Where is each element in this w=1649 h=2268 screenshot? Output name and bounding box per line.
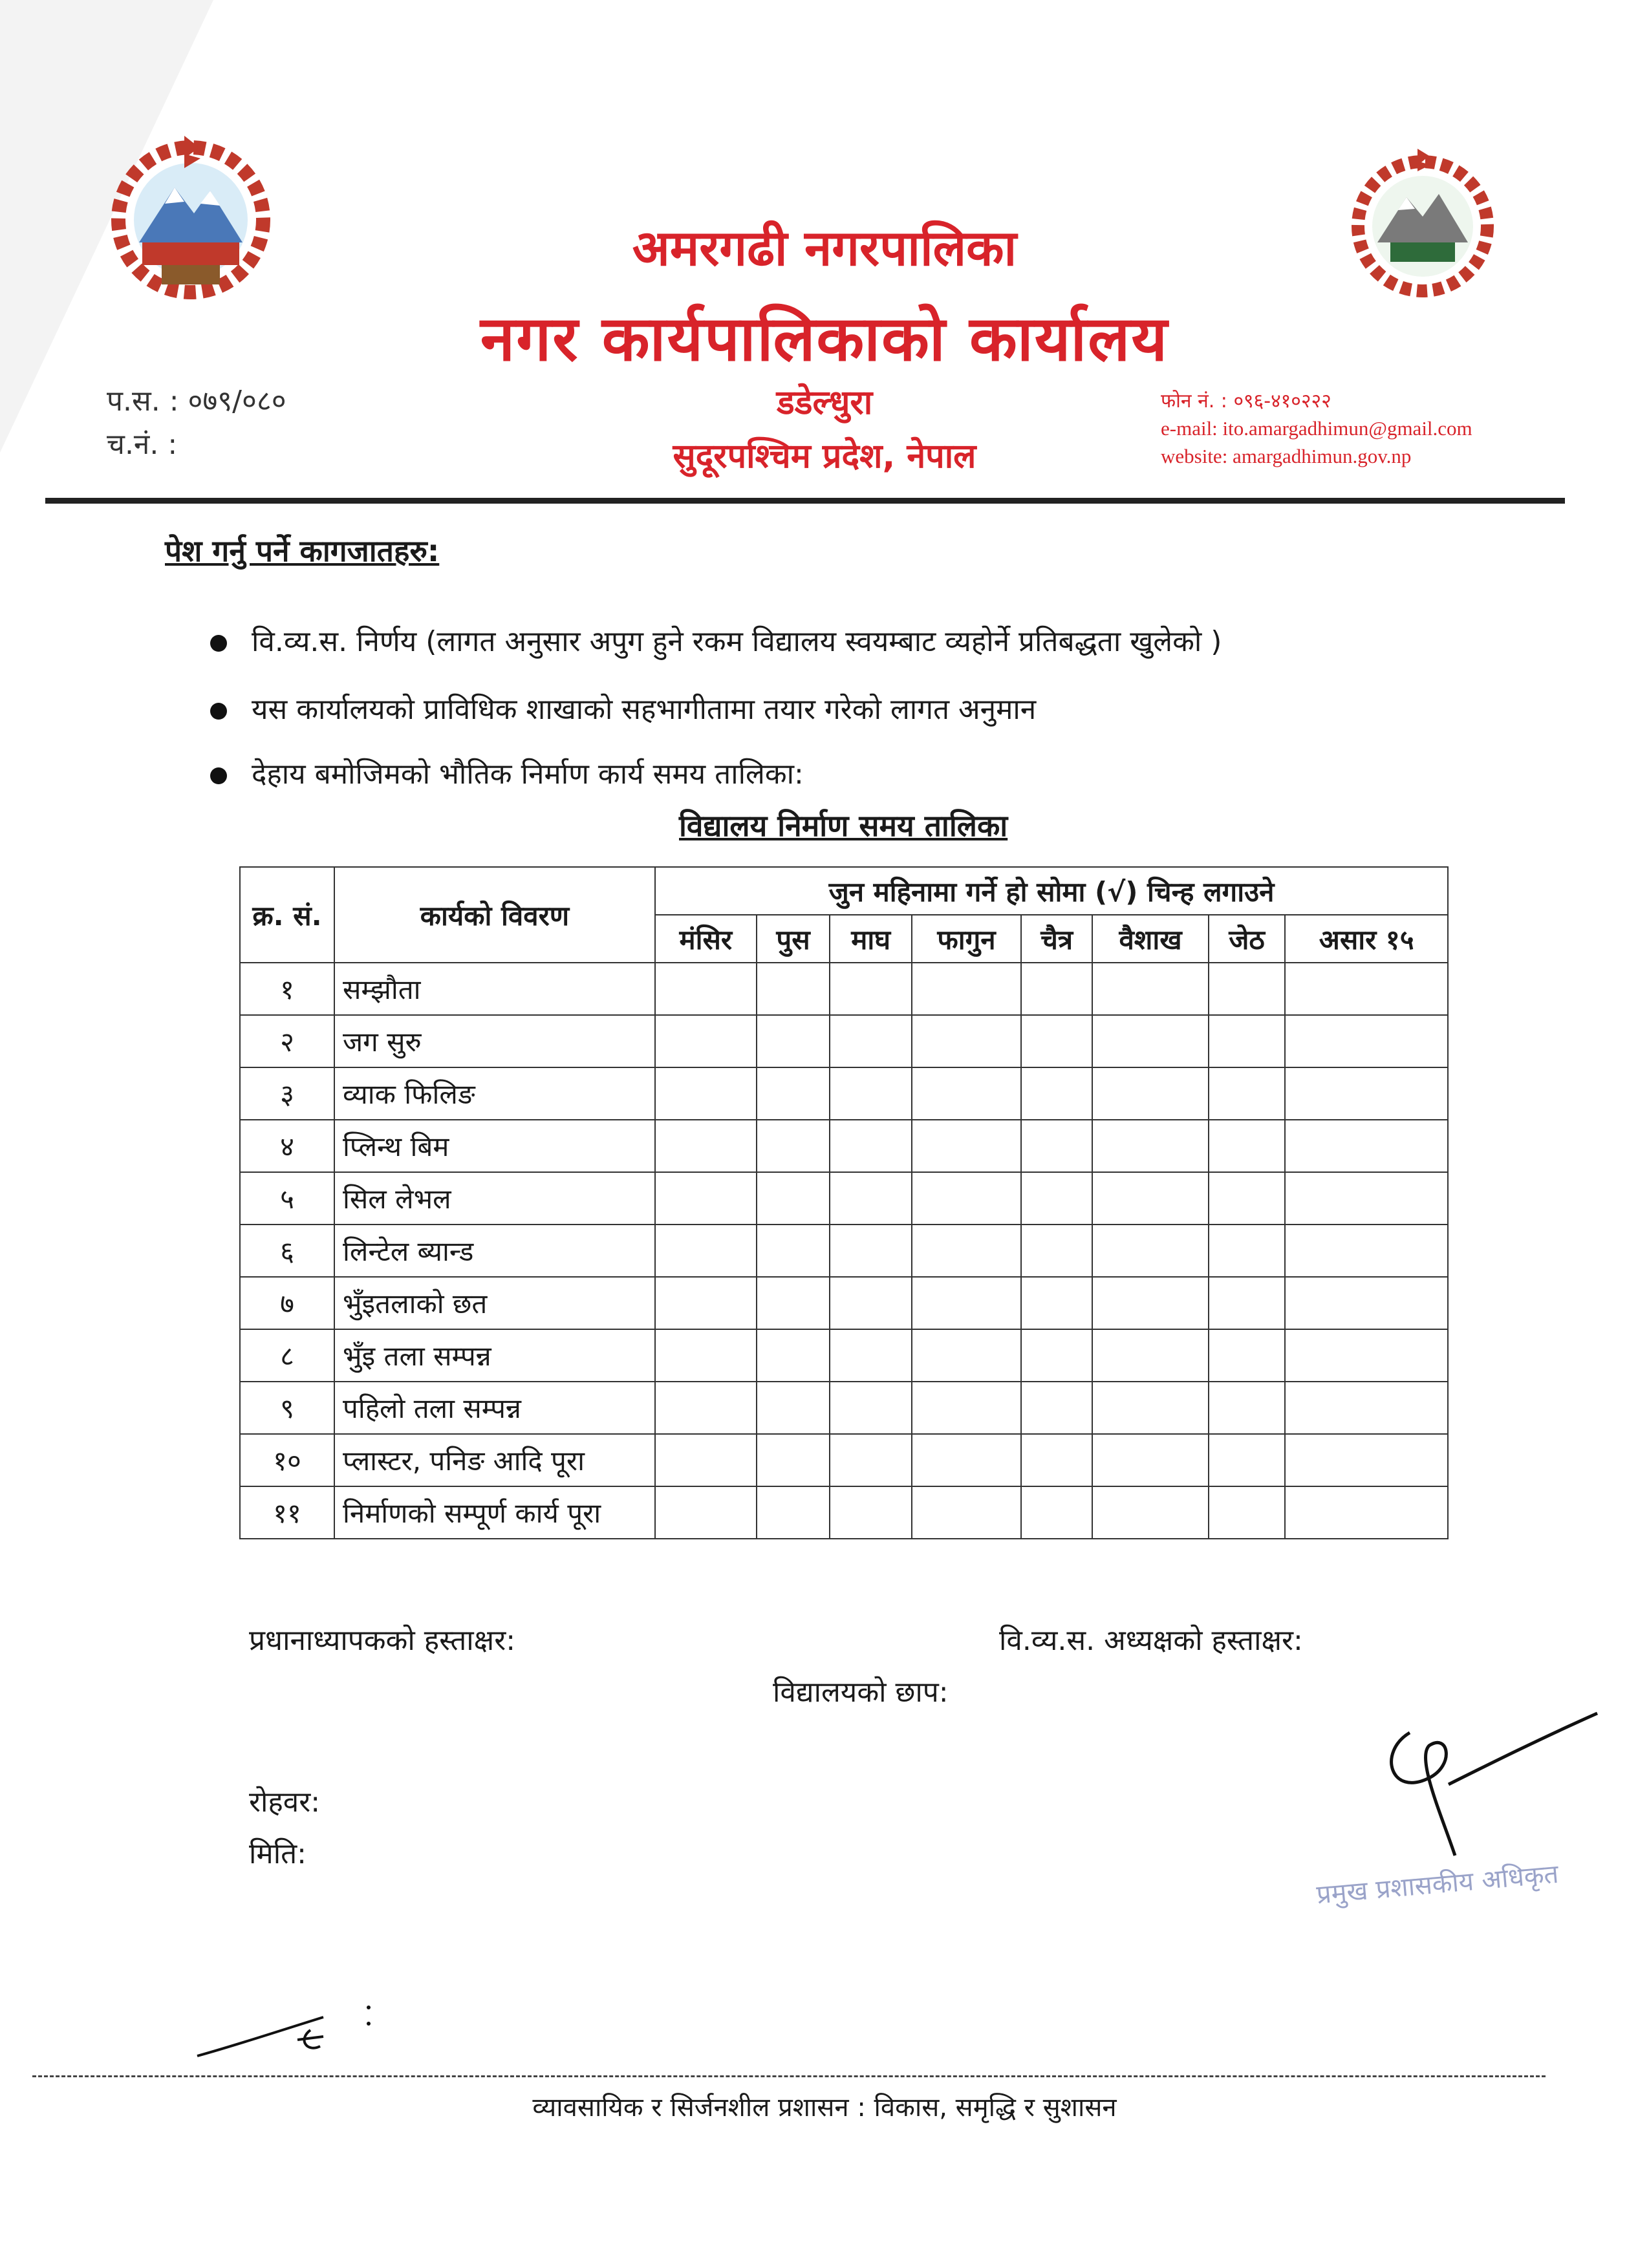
footer-motto: व्यावसायिक र सिर्जनशील प्रशासन : विकास, समृद्धि र सुशासन [532, 2093, 1117, 2123]
month-header: चैत्र [1021, 915, 1092, 963]
month-check-cell[interactable] [655, 1225, 757, 1277]
month-check-cell[interactable] [1209, 1015, 1286, 1067]
table-row [240, 963, 1448, 1015]
header-divider [45, 498, 1565, 504]
month-check-cell[interactable] [655, 1172, 757, 1225]
table-row [240, 1120, 1448, 1172]
month-check-cell[interactable] [1285, 963, 1448, 1015]
row-task-description: सम्झौता [334, 963, 655, 1015]
documents-heading: पेश गर्नु पर्ने कागजातहरु: [165, 533, 440, 568]
row-task-description: निर्माणको सम्पूर्ण कार्य पूरा [334, 1486, 655, 1539]
phone-number: फोन नं. : ०९६-४१०२२२ [1161, 390, 1331, 412]
month-check-cell[interactable] [1209, 1486, 1286, 1539]
email-address: e-mail: ito.amargadhimun@gmail.com [1161, 417, 1472, 440]
month-check-cell[interactable] [757, 1067, 830, 1120]
reference-number: प.स. : ०७९/०८० [107, 385, 286, 418]
official-stamp: प्रमुख प्रशासकीय अधिकृत [1315, 1859, 1560, 1910]
office-name: नगर कार्यपालिकाको कार्यालय [480, 303, 1169, 375]
month-header: वैशाख [1092, 915, 1208, 963]
month-check-cell[interactable] [1092, 1434, 1208, 1486]
month-check-cell[interactable] [1209, 1329, 1286, 1382]
month-check-cell[interactable] [1285, 1172, 1448, 1225]
bullet-dot-icon [210, 703, 227, 720]
month-check-cell[interactable] [757, 1434, 830, 1486]
month-check-cell[interactable] [1209, 1172, 1286, 1225]
month-check-cell[interactable] [1092, 1329, 1208, 1382]
month-check-cell[interactable] [1209, 1067, 1286, 1120]
bullet-item: यस कार्यालयको प्राविधिक शाखाको सहभागीतामा तयार गरेको लागत अनुमान [210, 689, 1036, 727]
row-serial-number: ८ [240, 1329, 334, 1382]
witness-signature-scribble [194, 1995, 388, 2066]
table-row [240, 1329, 1448, 1382]
month-check-cell[interactable] [757, 1015, 830, 1067]
row-serial-number: २ [240, 1015, 334, 1067]
month-check-cell[interactable] [912, 1225, 1021, 1277]
month-check-cell[interactable] [912, 1329, 1021, 1382]
row-task-description: लिन्टेल ब्यान्ड [334, 1225, 655, 1277]
month-check-cell[interactable] [1092, 1277, 1208, 1329]
bullet-item: देहाय बमोजिमको भौतिक निर्माण कार्य समय तालिका: [210, 753, 804, 792]
month-check-cell[interactable] [1285, 1277, 1448, 1329]
handwritten-signature [1371, 1707, 1604, 1862]
month-check-cell[interactable] [655, 1382, 757, 1434]
bullet-item: वि.व्य.स. निर्णय (लागत अनुसार अपुग हुने रकम विद्यालय स्वयम्बाट व्यहोर्ने प्रतिबद्धता खुलेको ) [210, 621, 1222, 659]
month-check-cell[interactable] [655, 1329, 757, 1382]
month-check-cell[interactable] [830, 1067, 911, 1120]
month-check-cell[interactable] [1021, 963, 1092, 1015]
month-check-cell[interactable] [1092, 1486, 1208, 1539]
table-row [240, 1172, 1448, 1225]
schedule-table [239, 866, 1449, 1539]
month-check-cell[interactable] [1021, 1382, 1092, 1434]
month-check-cell[interactable] [1209, 963, 1286, 1015]
month-check-cell[interactable] [757, 1382, 830, 1434]
row-task-description: जग सुरु [334, 1015, 655, 1067]
table-row [240, 1067, 1448, 1120]
month-check-cell[interactable] [1092, 1172, 1208, 1225]
row-task-description: प्लास्टर, पनिङ आदि पूरा [334, 1434, 655, 1486]
month-check-cell[interactable] [655, 1015, 757, 1067]
row-serial-number: ५ [240, 1172, 334, 1225]
row-serial-number: ६ [240, 1225, 334, 1277]
row-serial-number: १० [240, 1434, 334, 1486]
month-check-cell[interactable] [912, 1434, 1021, 1486]
month-check-cell[interactable] [830, 963, 911, 1015]
month-check-cell[interactable] [830, 1172, 911, 1225]
municipality-name: अमरगढी नगरपालिका [632, 219, 1017, 277]
month-check-cell[interactable] [1285, 1382, 1448, 1434]
month-check-cell[interactable] [1021, 1172, 1092, 1225]
month-check-cell[interactable] [655, 1067, 757, 1120]
row-serial-number: ७ [240, 1277, 334, 1329]
month-header: मंसिर [655, 915, 757, 963]
table-row [240, 1225, 1448, 1277]
headmaster-signature-label: प्रधानाध्यापकको हस्ताक्षर: [249, 1624, 516, 1657]
month-check-cell[interactable] [1285, 1067, 1448, 1120]
month-check-cell[interactable] [830, 1382, 911, 1434]
month-check-cell[interactable] [1209, 1277, 1286, 1329]
month-check-cell[interactable] [830, 1277, 911, 1329]
month-check-cell[interactable] [830, 1434, 911, 1486]
smc-chair-signature-label: वि.व्य.स. अध्यक्षको हस्ताक्षर: [999, 1624, 1303, 1657]
month-check-cell[interactable] [1285, 1434, 1448, 1486]
month-check-cell[interactable] [1285, 1486, 1448, 1539]
month-check-cell[interactable] [1285, 1329, 1448, 1382]
column-header-months-group: जुन महिनामा गर्ने हो सोमा (√) चिन्ह लगाउने [655, 867, 1448, 915]
witness-label: रोहवर: [249, 1786, 321, 1819]
row-serial-number: ९ [240, 1382, 334, 1434]
dispatch-number: च.नं. : [107, 428, 178, 461]
row-task-description: भुँइ तला सम्पन्न [334, 1329, 655, 1382]
table-caption: विद्यालय निर्माण समय तालिका [679, 808, 1008, 843]
table-row [240, 1015, 1448, 1067]
month-check-cell[interactable] [1021, 1434, 1092, 1486]
month-check-cell[interactable] [1021, 1015, 1092, 1067]
month-check-cell[interactable] [830, 1486, 911, 1539]
month-check-cell[interactable] [1209, 1434, 1286, 1486]
district-name: डडेल्धुरा [776, 383, 873, 422]
bullet-dot-icon [210, 767, 227, 784]
row-task-description: पहिलो तला सम्पन्न [334, 1382, 655, 1434]
month-check-cell[interactable] [830, 1225, 911, 1277]
month-header: फागुन [912, 915, 1021, 963]
school-seal-label: विद्यालयको छाप: [773, 1676, 949, 1709]
month-check-cell[interactable] [1021, 1329, 1092, 1382]
month-check-cell[interactable] [1092, 1067, 1208, 1120]
month-check-cell[interactable] [912, 963, 1021, 1015]
table-row [240, 1277, 1448, 1329]
table-row [240, 1486, 1448, 1539]
month-check-cell[interactable] [912, 1382, 1021, 1434]
month-check-cell[interactable] [912, 1172, 1021, 1225]
month-check-cell[interactable] [1092, 963, 1208, 1015]
month-check-cell[interactable] [912, 1277, 1021, 1329]
row-task-description: सिल लेभल [334, 1172, 655, 1225]
month-check-cell[interactable] [1021, 1225, 1092, 1277]
month-check-cell[interactable] [757, 1172, 830, 1225]
month-check-cell[interactable] [912, 1067, 1021, 1120]
month-header: माघ [830, 915, 911, 963]
table-row [240, 1434, 1448, 1486]
column-header-sn: क्र. सं. [240, 867, 334, 963]
row-task-description: भुँइतलाको छत [334, 1277, 655, 1329]
month-check-cell[interactable] [757, 963, 830, 1015]
website-address: website: amargadhimun.gov.np [1161, 445, 1412, 467]
month-check-cell[interactable] [1285, 1120, 1448, 1172]
month-check-cell[interactable] [1021, 1067, 1092, 1120]
month-check-cell[interactable] [757, 1329, 830, 1382]
month-check-cell[interactable] [655, 963, 757, 1015]
row-serial-number: १ [240, 963, 334, 1015]
month-check-cell[interactable] [1209, 1120, 1286, 1172]
month-check-cell[interactable] [1285, 1015, 1448, 1067]
row-serial-number: ११ [240, 1486, 334, 1539]
month-check-cell[interactable] [830, 1120, 911, 1172]
province-name: सुदूरपश्चिम प्रदेश, नेपाल [673, 437, 976, 476]
month-check-cell[interactable] [1092, 1015, 1208, 1067]
month-check-cell[interactable] [757, 1120, 830, 1172]
month-check-cell[interactable] [1209, 1225, 1286, 1277]
month-check-cell[interactable] [1092, 1225, 1208, 1277]
month-header: असार १५ [1285, 915, 1448, 963]
column-header-description: कार्यको विवरण [334, 867, 655, 963]
month-check-cell[interactable] [655, 1120, 757, 1172]
month-check-cell[interactable] [757, 1225, 830, 1277]
bullet-dot-icon [210, 635, 227, 652]
month-check-cell[interactable] [757, 1277, 830, 1329]
month-check-cell[interactable] [1285, 1225, 1448, 1277]
month-check-cell[interactable] [1092, 1120, 1208, 1172]
row-task-description: व्याक फिलिङ [334, 1067, 655, 1120]
row-serial-number: ४ [240, 1120, 334, 1172]
month-check-cell[interactable] [912, 1015, 1021, 1067]
row-task-description: प्लिन्थ बिम [334, 1120, 655, 1172]
month-check-cell[interactable] [912, 1120, 1021, 1172]
month-check-cell[interactable] [1209, 1382, 1286, 1434]
month-check-cell[interactable] [1021, 1277, 1092, 1329]
footer-divider [32, 2075, 1546, 2077]
month-check-cell[interactable] [1021, 1120, 1092, 1172]
month-check-cell[interactable] [757, 1486, 830, 1539]
month-check-cell[interactable] [655, 1434, 757, 1486]
month-header: जेठ [1209, 915, 1286, 963]
month-check-cell[interactable] [830, 1329, 911, 1382]
month-check-cell[interactable] [655, 1277, 757, 1329]
row-serial-number: ३ [240, 1067, 334, 1120]
month-header: पुस [757, 915, 830, 963]
month-check-cell[interactable] [912, 1486, 1021, 1539]
date-label: मिति: [249, 1837, 307, 1870]
month-check-cell[interactable] [830, 1015, 911, 1067]
month-check-cell[interactable] [655, 1486, 757, 1539]
schedule-body [240, 963, 1448, 1539]
table-row [240, 1382, 1448, 1434]
month-check-cell[interactable] [1092, 1382, 1208, 1434]
month-check-cell[interactable] [1021, 1486, 1092, 1539]
